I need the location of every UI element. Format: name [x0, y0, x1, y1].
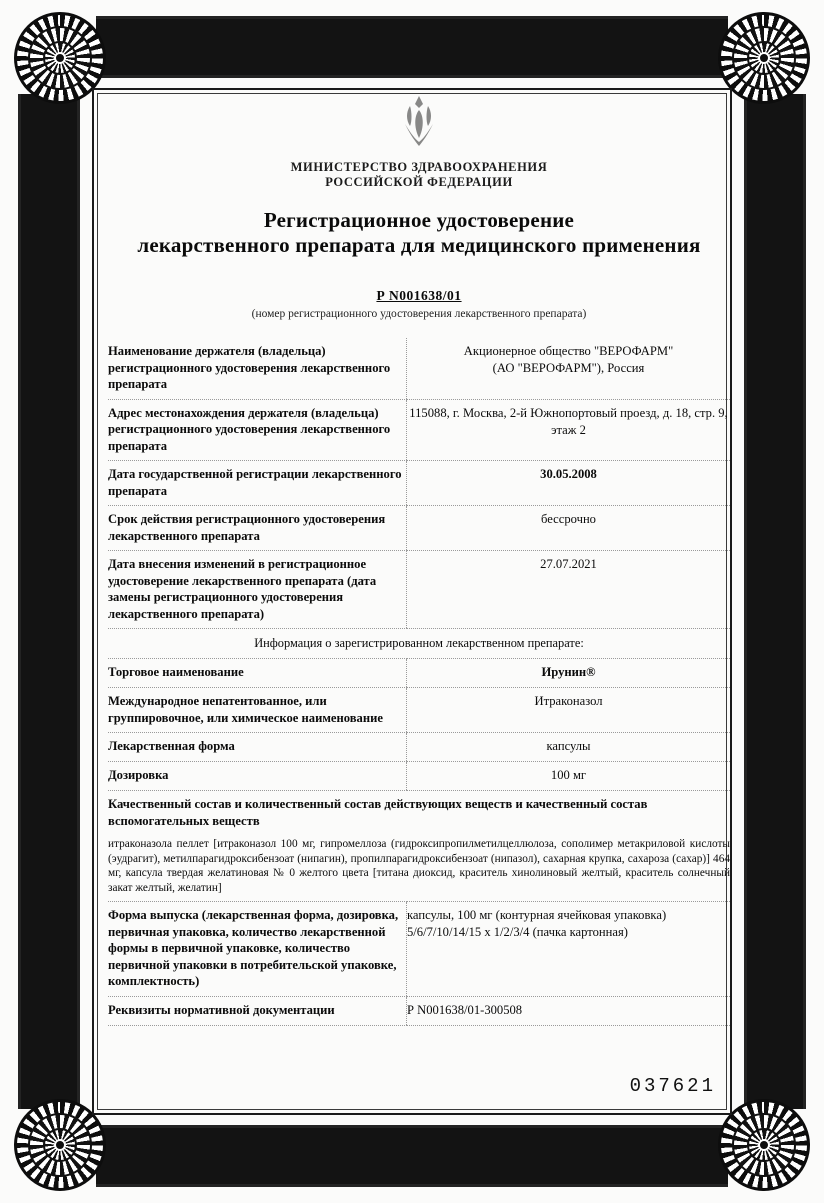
- ministry-line-1: МИНИСТЕРСТВО ЗДРАВООХРАНЕНИЯ: [290, 160, 548, 174]
- field-value: капсулы, 100 мг (контурная ячейковая упаковка) 5/6/7/10/14/15 x 1/2/3/4 (пачка картонная): [407, 902, 731, 997]
- field-value: Ирунин®: [407, 659, 731, 688]
- border-band-left: [18, 94, 80, 1109]
- field-label: Реквизиты нормативной документации: [108, 996, 407, 1025]
- field-label: Международное непатентованное, или группировочное, или химическое наименование: [108, 688, 407, 733]
- coat-of-arms-icon: [392, 92, 446, 154]
- composition-heading: Качественный состав и количественный состав действующих веществ и качественный состав вспомогательных веществ: [108, 797, 648, 828]
- composition-text: итраконазола пеллет [итраконазол 100 мг, гипромеллоза (гидроксипропилметилцеллюлоза, сополимер метакриловой кислоты (эудрагит), метилпарагидроксибензоат (нипагин), пропилпарагидроксибензоат (нипазол), сахарная крупка, сахароза (сахар)] 464 мг, капсула твердая желатиновая № 0 желтого цвета [титана диоксид, краситель хинолиновый желтый, краситель солнечный закат желтый, желатин]: [108, 831, 730, 902]
- registration-number-caption: (номер регистрационного удостоверения лекарственного препарата): [251, 308, 587, 320]
- serial-number: 037621: [629, 1075, 716, 1097]
- field-value: капсулы: [407, 733, 731, 762]
- table-row: [108, 551, 730, 629]
- table-row: [108, 733, 730, 762]
- table-row: [108, 996, 730, 1025]
- border-band-right: [744, 94, 806, 1109]
- composition-heading-row: [108, 791, 730, 832]
- table-row: [108, 461, 730, 506]
- table-row: [108, 399, 730, 461]
- fields-body-primary: [108, 338, 730, 1025]
- registration-number: Р N001638/01: [376, 288, 462, 303]
- ministry-heading: [108, 160, 730, 190]
- field-value: 30.05.2008: [407, 461, 731, 506]
- field-label: Дозировка: [108, 762, 407, 791]
- field-label: Срок действия регистрационного удостоверения лекарственного препарата: [108, 506, 407, 551]
- field-value: Акционерное общество "ВЕРОФАРМ" (АО "ВЕРОФАРМ"), Россия: [407, 338, 731, 399]
- field-value: 115088, г. Москва, 2-й Южнопортовый проезд, д. 18, стр. 9, этаж 2: [407, 399, 731, 461]
- section-note: Информация о зарегистрированном лекарственном препарате:: [108, 629, 730, 659]
- table-row: [108, 688, 730, 733]
- border-band-bottom: [96, 1125, 728, 1187]
- field-value: Р N001638/01-300508: [407, 996, 731, 1025]
- table-row: [108, 902, 730, 997]
- field-value: бессрочно: [407, 506, 731, 551]
- table-row: [108, 762, 730, 791]
- composition-text-row: [108, 831, 730, 902]
- document-content: [108, 92, 730, 1026]
- certificate-fields-table: [108, 338, 730, 1026]
- field-label: Форма выпуска (лекарственная форма, дозировка, первичная упаковка, количество лекарственной формы в первичной упаковке, количество первичной упаковки в потребительской упаковке, комплектность): [108, 902, 407, 997]
- doc-title-line-2: лекарственного препарата для медицинского применения: [137, 233, 701, 257]
- doc-title-line-1: Регистрационное удостоверение: [263, 208, 575, 232]
- field-label: Наименование держателя (владельца) регистрационного удостоверения лекарственного препарата: [108, 338, 407, 399]
- ministry-line-2: РОССИЙСКОЙ ФЕДЕРАЦИИ: [325, 175, 513, 189]
- page-title: [108, 208, 730, 258]
- field-value: Итраконазол: [407, 688, 731, 733]
- field-label: Торговое наименование: [108, 659, 407, 688]
- field-label: Лекарственная форма: [108, 733, 407, 762]
- field-label: Дата государственной регистрации лекарственного препарата: [108, 461, 407, 506]
- table-row: [108, 506, 730, 551]
- section-note-row: [108, 629, 730, 659]
- border-band-top: [96, 16, 728, 78]
- table-row: [108, 338, 730, 399]
- field-value: 100 мг: [407, 762, 731, 791]
- field-label: Адрес местонахождения держателя (владельца) регистрационного удостоверения лекарственного препарата: [108, 399, 407, 461]
- table-row: [108, 659, 730, 688]
- field-label: Дата внесения изменений в регистрационное удостоверение лекарственного препарата (дата замены регистрационного удостоверения лекарственного препарата): [108, 551, 407, 629]
- field-value: 27.07.2021: [407, 551, 731, 629]
